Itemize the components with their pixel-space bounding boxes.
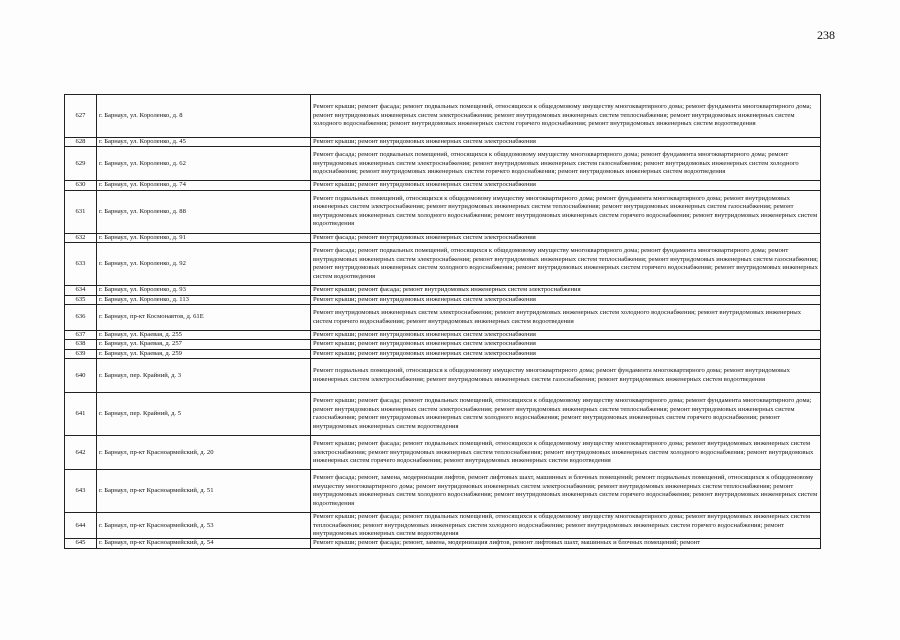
row-works: Ремонт фасада; ремонт, замена, модернизация лифтов, ремонт лифтовых шахт, машинных и блочных помещений; ремонт подвальных помещений, относящихся к общедомовому имуществу многоквартирного дома; ремонт внутридомовых инженерных систем электроснабжения; ремонт внутридомовых инженерных систем теплоснабжения; ремонт внутридомовых инженерных систем холодного водоснабжения; ремонт внутридомовых инженерных систем горячего водоснабжения; ремонт внутридомовых инженерных систем водоотведения bbox=[311, 470, 821, 513]
page-number: 238 bbox=[817, 28, 835, 42]
row-works: Ремонт подвальных помещений, относящихся к общедомовому имуществу многоквартирного дома; ремонт фундамента многоквартирного дома; ремонт внутридомовых инженерных систем электроснабжения; ремонт внутридомовых инженерных систем газоснабжения; ремонт внутридомовых инженерных систем водоотведения bbox=[311, 359, 821, 393]
table-row bbox=[65, 513, 821, 539]
row-number: 636 bbox=[65, 305, 97, 331]
table-row bbox=[65, 243, 821, 286]
row-address: г. Барнаул, ул. Короленко, д. 91 bbox=[97, 233, 311, 242]
row-number: 628 bbox=[65, 138, 97, 147]
row-number: 645 bbox=[65, 539, 97, 548]
row-address: г. Барнаул, ул. Короленко, д. 45 bbox=[97, 138, 311, 147]
table-row bbox=[65, 295, 821, 304]
row-address: г. Барнаул, ул. Короленко, д. 74 bbox=[97, 181, 311, 190]
table-row bbox=[65, 340, 821, 349]
row-works: Ремонт крыши; ремонт внутридомовых инженерных систем электроснабжения bbox=[311, 181, 821, 190]
row-number: 643 bbox=[65, 470, 97, 513]
row-number: 629 bbox=[65, 147, 97, 181]
table-row bbox=[65, 233, 821, 242]
row-works: Ремонт крыши; ремонт фасада; ремонт подвальных помещений, относящихся к общедомовому имуществу многоквартирного дома; ремонт фундамента многоквартирного дома; ремонт внутридомовых инженерных систем электроснабжения; ремонт внутридомовых инженерных систем теплоснабжения; ремонт внутридомовых инженерных систем холодного водоснабжения; ремонт внутридомовых инженерных систем горячего водоснабжения; ремонт внутридомовых инженерных систем водоотведения bbox=[311, 95, 821, 138]
row-number: 642 bbox=[65, 436, 97, 470]
row-address: г. Барнаул, ул. Краевая, д. 255 bbox=[97, 331, 311, 340]
row-works: Ремонт крыши; ремонт фасада; ремонт подвальных помещений, относящихся к общедомовому имуществу многоквартирного дома; ремонт внутридомовых инженерных систем электроснабжения; ремонт внутридомовых инженерных систем теплоснабжения; ремонт внутридомовых инженерных систем холодного водоснабжения; ремонт внутридомовых инженерных систем горячего водоснабжения; ремонт внутридомовых инженерных систем водоотведения bbox=[311, 436, 821, 470]
row-number: 633 bbox=[65, 243, 97, 286]
row-number: 644 bbox=[65, 513, 97, 539]
row-address: г. Барнаул, ул. Краевая, д. 259 bbox=[97, 349, 311, 358]
row-works: Ремонт подвальных помещений, относящихся к общедомовому имуществу многоквартирного дома; ремонт фундамента многоквартирного дома; ремонт внутридомовых инженерных систем электроснабжения; ремонт внутридомовых инженерных систем теплоснабжения; ремонт внутридомовых инженерных систем газоснабжения; ремонт внутридомовых инженерных систем холодного водоснабжения; ремонт внутридомовых инженерных систем горячего водоснабжения; ремонт внутридомовых инженерных систем водоотведения bbox=[311, 190, 821, 233]
row-address: г. Барнаул, пер. Крайний, д. 3 bbox=[97, 359, 311, 393]
table-row bbox=[65, 470, 821, 513]
row-number: 634 bbox=[65, 286, 97, 295]
table-row bbox=[65, 181, 821, 190]
row-works: Ремонт фасада; ремонт подвальных помещений, относящихся к общедомовому имуществу многоквартирного дома; ремонт фундамента многоквартирного дома; ремонт внутридомовых инженерных систем электроснабжения; ремонт внутридомовых инженерных систем теплоснабжения; ремонт внутридомовых инженерных систем газоснабжения; ремонт внутридомовых инженерных систем холодного водоснабжения; ремонт внутридомовых инженерных систем горячего водоснабжения; ремонт внутридомовых инженерных систем водоотведения bbox=[311, 243, 821, 286]
row-address: г. Барнаул, ул. Короленко, д. 88 bbox=[97, 190, 311, 233]
row-works: Ремонт крыши; ремонт внутридомовых инженерных систем электроснабжения bbox=[311, 340, 821, 349]
row-address: г. Барнаул, пр-кт Красноармейский, д. 51 bbox=[97, 470, 311, 513]
table-row bbox=[65, 539, 821, 548]
row-address: г. Барнаул, пр-кт Красноармейский, д. 53 bbox=[97, 513, 311, 539]
row-address: г. Барнаул, пр-кт Космонавтов, д. 61Е bbox=[97, 305, 311, 331]
row-works: Ремонт крыши; ремонт внутридомовых инженерных систем электроснабжения bbox=[311, 349, 821, 358]
table-row bbox=[65, 95, 821, 138]
row-number: 640 bbox=[65, 359, 97, 393]
table-row bbox=[65, 359, 821, 393]
table-row bbox=[65, 147, 821, 181]
row-address: г. Барнаул, ул. Краевая, д. 257 bbox=[97, 340, 311, 349]
table-row bbox=[65, 305, 821, 331]
repair-works-table bbox=[64, 94, 821, 549]
row-works: Ремонт крыши; ремонт внутридомовых инженерных систем электроснабжения bbox=[311, 295, 821, 304]
row-address: г. Барнаул, ул. Короленко, д. 62 bbox=[97, 147, 311, 181]
row-works: Ремонт крыши; ремонт фасада; ремонт подвальных помещений, относящихся к общедомовому имуществу многоквартирного дома; ремонт внутридомовых инженерных систем теплоснабжения; ремонт внутридомовых инженерных систем холодного водоснабжения; ремонт внутридомовых инженерных систем горячего водоснабжения; ремонт внутридомовых инженерных систем водоотведения bbox=[311, 513, 821, 539]
row-number: 631 bbox=[65, 190, 97, 233]
row-address: г. Барнаул, ул. Короленко, д. 92 bbox=[97, 243, 311, 286]
row-works: Ремонт фасада; ремонт подвальных помещений, относящихся к общедомовому имуществу многоквартирного дома; ремонт фундамента многоквартирного дома; ремонт внутридомовых инженерных систем электроснабжения; ремонт внутридомовых инженерных систем газоснабжения; ремонт внутридомовых инженерных систем холодного водоснабжения; ремонт внутридомовых инженерных систем горячего водоснабжения; ремонт внутридомовых инженерных систем водоотведения bbox=[311, 147, 821, 181]
row-address: г. Барнаул, ул. Короленко, д. 8 bbox=[97, 95, 311, 138]
table-row bbox=[65, 190, 821, 233]
table-row bbox=[65, 331, 821, 340]
row-address: г. Барнаул, ул. Короленко, д. 113 bbox=[97, 295, 311, 304]
row-address: г. Барнаул, пер. Крайний, д. 5 bbox=[97, 393, 311, 436]
row-number: 632 bbox=[65, 233, 97, 242]
row-works: Ремонт крыши; ремонт фасада; ремонт внутридомовых инженерных систем электроснабжения bbox=[311, 286, 821, 295]
row-number: 630 bbox=[65, 181, 97, 190]
row-number: 641 bbox=[65, 393, 97, 436]
row-address: г. Барнаул, пр-кт Красноармейский, д. 20 bbox=[97, 436, 311, 470]
row-number: 639 bbox=[65, 349, 97, 358]
table-row bbox=[65, 286, 821, 295]
row-works: Ремонт крыши; ремонт фасада; ремонт подвальных помещений, относящихся к общедомовому имуществу многоквартирного дома; ремонт фундамента многоквартирного дома; ремонт внутридомовых инженерных систем электроснабжения; ремонт внутридомовых инженерных систем теплоснабжения; ремонт внутридомовых инженерных систем газоснабжения; ремонт внутридомовых инженерных систем холодного водоснабжения; ремонт внутридомовых инженерных систем горячего водоснабжения; ремонт внутридомовых инженерных систем водоотведения bbox=[311, 393, 821, 436]
row-works: Ремонт крыши; ремонт фасада; ремонт, замена, модернизация лифтов, ремонт лифтовых шахт, машинных и блочных помещений; ремонт bbox=[311, 539, 821, 548]
table-row bbox=[65, 349, 821, 358]
table-row bbox=[65, 393, 821, 436]
row-works: Ремонт крыши; ремонт внутридомовых инженерных систем электроснабжения bbox=[311, 138, 821, 147]
row-number: 635 bbox=[65, 295, 97, 304]
row-works: Ремонт фасада; ремонт внутридомовых инженерных систем электроснабжения bbox=[311, 233, 821, 242]
row-number: 638 bbox=[65, 340, 97, 349]
row-number: 627 bbox=[65, 95, 97, 138]
row-number: 637 bbox=[65, 331, 97, 340]
row-works: Ремонт внутридомовых инженерных систем электроснабжения; ремонт внутридомовых инженерных систем холодного водоснабжения; ремонт внутридомовых инженерных систем горячего водоснабжения; ремонт внутридомовых инженерных систем водоотведения bbox=[311, 305, 821, 331]
table-row bbox=[65, 436, 821, 470]
row-address: г. Барнаул, пр-кт Красноармейский, д. 54 bbox=[97, 539, 311, 548]
table-row bbox=[65, 138, 821, 147]
row-works: Ремонт крыши; ремонт внутридомовых инженерных систем электроснабжения bbox=[311, 331, 821, 340]
row-address: г. Барнаул, ул. Короленко, д. 93 bbox=[97, 286, 311, 295]
